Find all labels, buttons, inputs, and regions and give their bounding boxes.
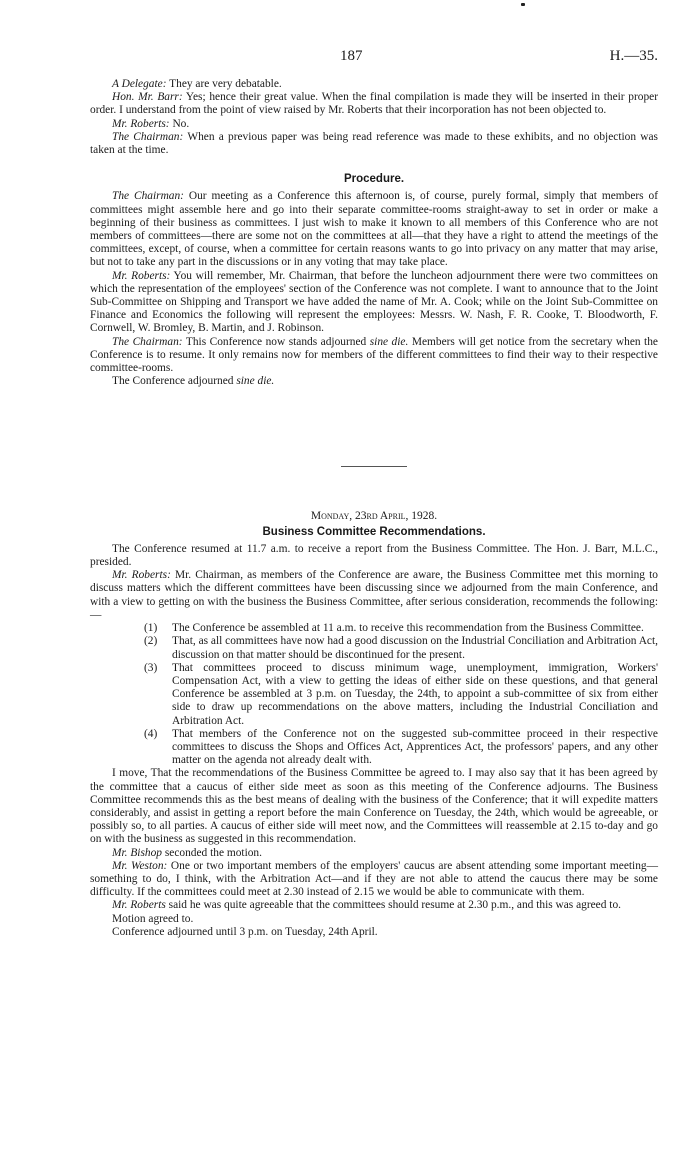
roberts-paragraph [90,569,658,622]
business-section [90,543,658,939]
list-number: (3) [144,661,158,674]
list-item [90,635,658,661]
latin-phrase: sine die. [369,335,409,348]
procedure-heading: Procedure. [343,173,405,186]
session-date: Monday, 23rd April, 1928. [310,510,438,523]
speaker-name: The Chairman: [112,190,184,203]
paragraph-text: Members will get notice from the secretary when the Conference is to resume. It only remains now for members of the different committees to find their way to their respective committee-rooms. [90,335,658,375]
speaker-name: Mr. Roberts: [112,269,171,282]
list-number: (2) [144,635,158,648]
speaker-name: Mr. Bishop [112,846,162,859]
paragraph-text: Mr. Chairman, as members of the Conference are aware, the Business Committee met this morning to discuss matters which the different committees have been discussing since we adjourned from the main Conference, and with a view to getting on with the business the Business Committee, after serious consideration, recommends the following:— [90,569,658,621]
speaker-name: Mr. Weston: [112,859,168,872]
session-intro: The Conference resumed at 11.7 a.m. to receive a report from the Business Committee. The Hon. J. Barr, M.L.C., presided. [90,542,658,569]
page-number: 187 [340,48,363,64]
adjournment-line: Conference adjourned until 3 p.m. on Tuesday, 24th April. [112,925,378,938]
roberts-agreement [90,899,658,912]
procedure-paragraph [90,190,658,269]
print-mark [521,3,525,6]
procedure-paragraph [90,336,658,376]
list-number: (1) [144,622,158,635]
paragraph-text: said he was quite agreeable that the committees should resume at 2.30 p.m., and this was agreed to. [168,899,621,912]
opening-paragraph [90,118,658,131]
speaker-name: Mr. Roberts: [112,569,171,582]
opening-exchange [90,78,658,157]
paragraph-text: seconded the motion. [164,846,262,859]
speaker-name: Hon. Mr. Barr: [112,91,183,104]
list-text: The Conference be assembled at 11 a.m. to receive this recommendation from the Business Committee. [172,622,644,635]
bishop-paragraph [90,847,658,860]
paragraph-text: Yes; hence their great value. When the final compilation is made they will be inserted in their proper order. I understand from the point of view raised by Mr. Roberts that their incorporation has not been objected to. [90,91,658,117]
closing-line [90,375,658,388]
page-header [90,50,658,72]
paragraph-text: No. [172,117,190,130]
speaker-name: A Delegate: [112,78,167,90]
list-number: (4) [144,727,158,740]
section-divider [341,466,407,467]
speaker-name: The Chairman: [112,335,183,348]
procedure-section [90,190,658,388]
latin-phrase: sine die. [236,375,275,388]
speaker-name: Mr. Roberts [112,899,166,912]
speaker-name: Mr. Roberts: [112,117,170,130]
paragraph-text: You will remember, Mr. Chairman, that before the luncheon adjournment there were two committees on which the representation of the employees' section of the Conference was not complete. I want to announce that to the Joint Sub-Committee on Shipping and Transport we have added the name of Mr. A. Cook; while on the Joint Sub-Committee on Finance and Economics the following will represent the employees: Messrs. W. Nash, F. R. Cooke, T. Bloodworth, F. Cornwell, W. Bromley, B. Martin, and J. Robinson. [90,269,658,335]
speaker-name: The Chairman: [112,130,184,143]
motion-paragraph: I move, That the recommendations of the Business Committee be agreed to. I may also say that it has been agreed by the committee that a caucus of either side meet as soon as this meeting of the Conference adjourns. The Business Committee recommends this as the best means of dealing with the business of the Conference; that it will expedite matters considerably, and assist in getting a report before the main Conference on Tuesday, the 24th, which would be agreeable, or possibly so, to all parties. A caucus of either side will meet now, and the Committees will reassemble at 2.15 to-day and go on with the business as suggested in this recommendation. [90,767,658,846]
motion-agreed: Motion agreed to. [112,912,194,925]
document-page [90,50,658,939]
list-text: That members of the Conference not on the suggested sub-committee proceed in their respective committees to discuss the Shops and Offices Act, Apprentices Act, the professors' papers, and any other matter on the agenda not already dealt with. [172,727,658,767]
list-text: That, as all committees have now had a good discussion on the Industrial Conciliation and Arbitration Act, discussion on that matter should be discontinued for the present. [172,635,658,661]
recommendations-list [90,622,658,767]
opening-paragraph [90,91,658,117]
list-item [90,662,658,728]
list-item [90,622,658,635]
list-item [90,728,658,768]
paragraph-text: They are very debatable. [169,78,282,90]
opening-paragraph [90,78,658,91]
business-heading: Business Committee Recommendations. [262,525,486,538]
paragraph-text: The Conference adjourned [112,375,234,388]
paragraph-text: When a previous paper was being read reference was made to these exhibits, and no objection was taken at the time. [90,130,658,157]
weston-paragraph [90,860,658,900]
list-text: That committees proceed to discuss minimum wage, unemployment, immigration, Workers' Compensation Act, with a view to getting the ideas of either side on these questions, and that general Conference be assembled at 3 p.m. on Tuesday, the 24th, to appoint a sub-committee of six from either side to draw up recommendations on the above matters, including the Industrial Conciliation and Arbitration Act. [172,661,658,727]
document-reference: H.—35. [609,48,658,64]
paragraph-text: This Conference now stands adjourned [185,335,367,348]
opening-paragraph [90,131,658,157]
procedure-paragraph [90,270,658,336]
paragraph-text: Our meeting as a Conference this afternoon is, of course, purely formal, simply that members of committees might assemble here and go into their separate committee-rooms straight-away to set in order or make a beginning of their business as committees. I just wish to make it known to all members of this Conference who are not members of committees—there are some not on the committees at all—that they have a right to attend the meetings of the committees, except, of course, when a committee for certain reasons wants to go into privacy on any matter that may arise, but not to take any part in the discussions or in any voting that may take place. [90,190,658,269]
paragraph-text: One or two important members of the employers' caucus are absent attending some important meeting—something to do, I think, with the Arbitration Act—and if they are not able to attend the caucus there may be some difficulty. If the committees could meet at 2.30 instead of 2.15 we would be able to communicate with them. [90,859,658,899]
